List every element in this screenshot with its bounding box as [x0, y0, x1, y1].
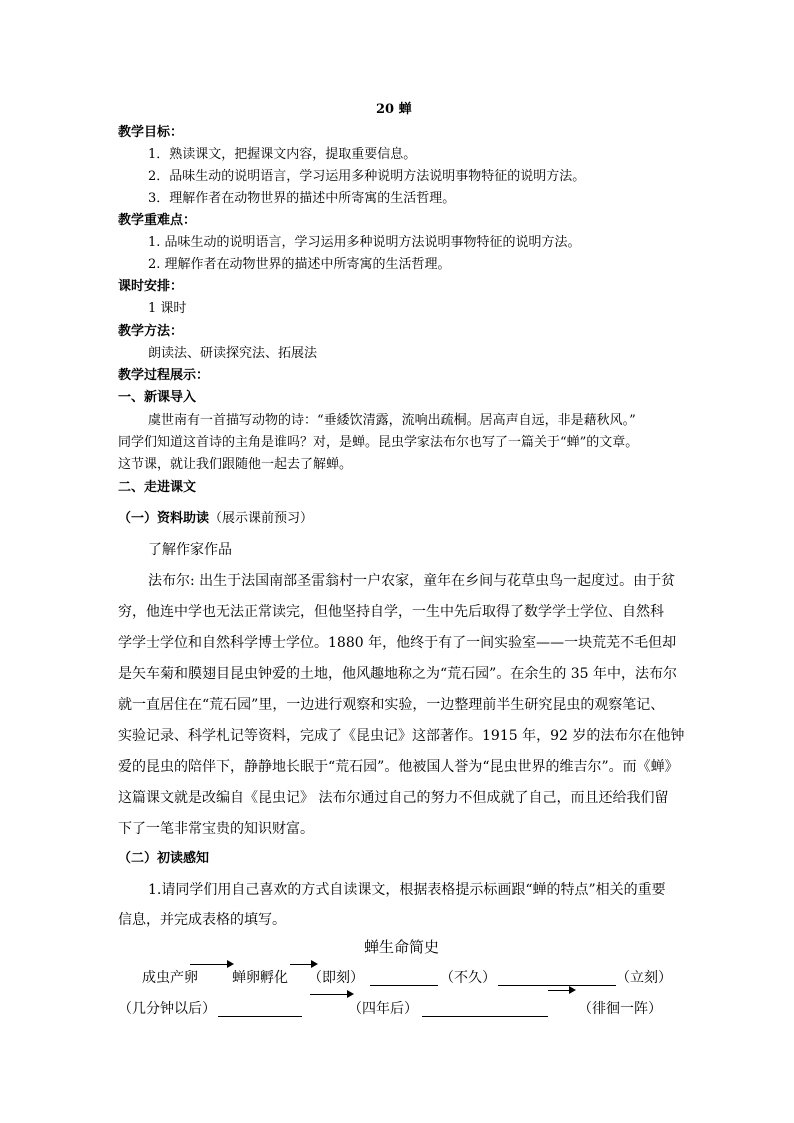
keypoint-item: 1. 品味生动的说明语言，学习运用多种说明方法说明事物特征的说明方法。	[148, 235, 581, 250]
fill-in-blank[interactable]	[218, 1016, 302, 1017]
diagram-title: 蝉生命简史	[364, 938, 440, 956]
keypoint-item: 2. 理解作者在动物世界的描述中所寄寓的生活哲理。	[148, 257, 451, 272]
bio-line: 下了一笔非常宝贵的知识财富。	[118, 821, 314, 837]
arrow-icon	[290, 964, 316, 965]
arrow-icon	[310, 994, 352, 995]
method-text: 朗读法、研读探究法、拓展法	[148, 346, 318, 361]
keypoints-heading: 教学重难点：	[118, 213, 197, 228]
time-label: （不久）	[440, 970, 496, 986]
sub1-heading-row	[118, 512, 313, 525]
bio-line: 是矢车菊和膜翅目昆虫钟爱的土地，他风趣地称之为“荒石园”。在余生的 35 年中，法布尔	[118, 666, 678, 682]
objectives-heading: 教学目标：	[118, 125, 184, 140]
bio-line: 法布尔: 出生于法国南部圣雷翁村一户农家，童年在乡间与花草虫鸟一起度过。由于贫	[148, 573, 676, 589]
bio-line: 穷，他连中学也无法正常读完，但他坚持自学，一生中先后取得了数学学士学位、自然科	[118, 604, 664, 620]
paragraph-line: 虞世南有一首描写动物的诗：“垂緌饮清露，流响出疏桐。居高声自远，非是藉秋风。”	[148, 413, 636, 428]
sub1-heading: （一）资料助读	[118, 511, 210, 526]
time-label: （立刻）	[616, 970, 672, 986]
bio-line: 爱的昆虫的陪伴下，静静地长眠于“荒石园”。他被国人誉为“昆虫世界的维吉尔”。而《蝉》	[118, 759, 679, 775]
method-heading: 教学方法：	[118, 324, 184, 339]
bio-line: 这篇课文就是改编自《昆虫记》 法布尔通过自己的努力不但成就了自己，而且还给我们留	[118, 790, 669, 806]
process-heading: 教学过程展示：	[118, 368, 210, 383]
part1-heading: 一、新课导入	[118, 390, 197, 405]
time-label: （几分钟以后）	[118, 1001, 216, 1017]
sub1-note: （展示课前预习）	[209, 511, 314, 526]
bio-line: 就一直居住在“荒石园”里，一边进行观察和实验，一边整理前半生研究昆虫的观察笔记、	[118, 697, 665, 713]
arrow-icon	[548, 990, 574, 991]
fill-in-blank[interactable]	[370, 985, 438, 986]
stage-label: 蝉卵孵化	[232, 970, 288, 986]
objective-item: 3．理解作者在动物世界的描述中所寄寓的生活哲理。	[148, 191, 456, 206]
sub2-heading: （二）初读感知	[118, 851, 210, 866]
page-title: 20 蝉	[376, 102, 412, 117]
time-label: （徘徊一阵）	[578, 1001, 662, 1017]
time-label: （四年后）	[348, 1001, 418, 1017]
paragraph-line: 这节课，就让我们跟随他一起去了解蝉。	[118, 457, 353, 472]
part2-heading: 二、走进课文	[118, 480, 197, 495]
stage-label: 成虫产卵	[142, 970, 198, 986]
objective-item: 2．品味生动的说明语言，学习运用多种说明方法说明事物特征的说明方法。	[148, 169, 586, 184]
sub1-intro: 了解作家作品	[148, 542, 232, 558]
time-label: （即刻）	[308, 970, 364, 986]
fill-in-blank[interactable]	[422, 1016, 548, 1017]
task-line: 1.请同学们用自己喜欢的方式自读课文，根据表格提示标画跟“蝉的特点”相关的重要	[148, 882, 666, 898]
arrow-icon	[190, 964, 232, 965]
bio-line: 学学士学位和自然科学博士学位。1880 年，他终于有了一间实验室——一块荒芜不毛但却	[118, 635, 677, 651]
bio-line: 实验记录、科学札记等资料，完成了《昆虫记》这部著作。1915 年，92 岁的法布尔在他钟	[118, 728, 685, 744]
task-line: 信息，并完成表格的填写。	[118, 912, 286, 928]
objective-item: 1．熟读课文，把握课文内容，提取重要信息。	[148, 147, 417, 162]
schedule-heading: 课时安排：	[118, 279, 184, 294]
paragraph-line: 同学们知道这首诗的主角是谁吗？对，是蝉。昆虫学家法布尔也写了一篇关于“蝉”的文章。	[118, 435, 639, 450]
fill-in-blank[interactable]	[498, 985, 616, 986]
schedule-text: 1 课时	[148, 301, 187, 316]
